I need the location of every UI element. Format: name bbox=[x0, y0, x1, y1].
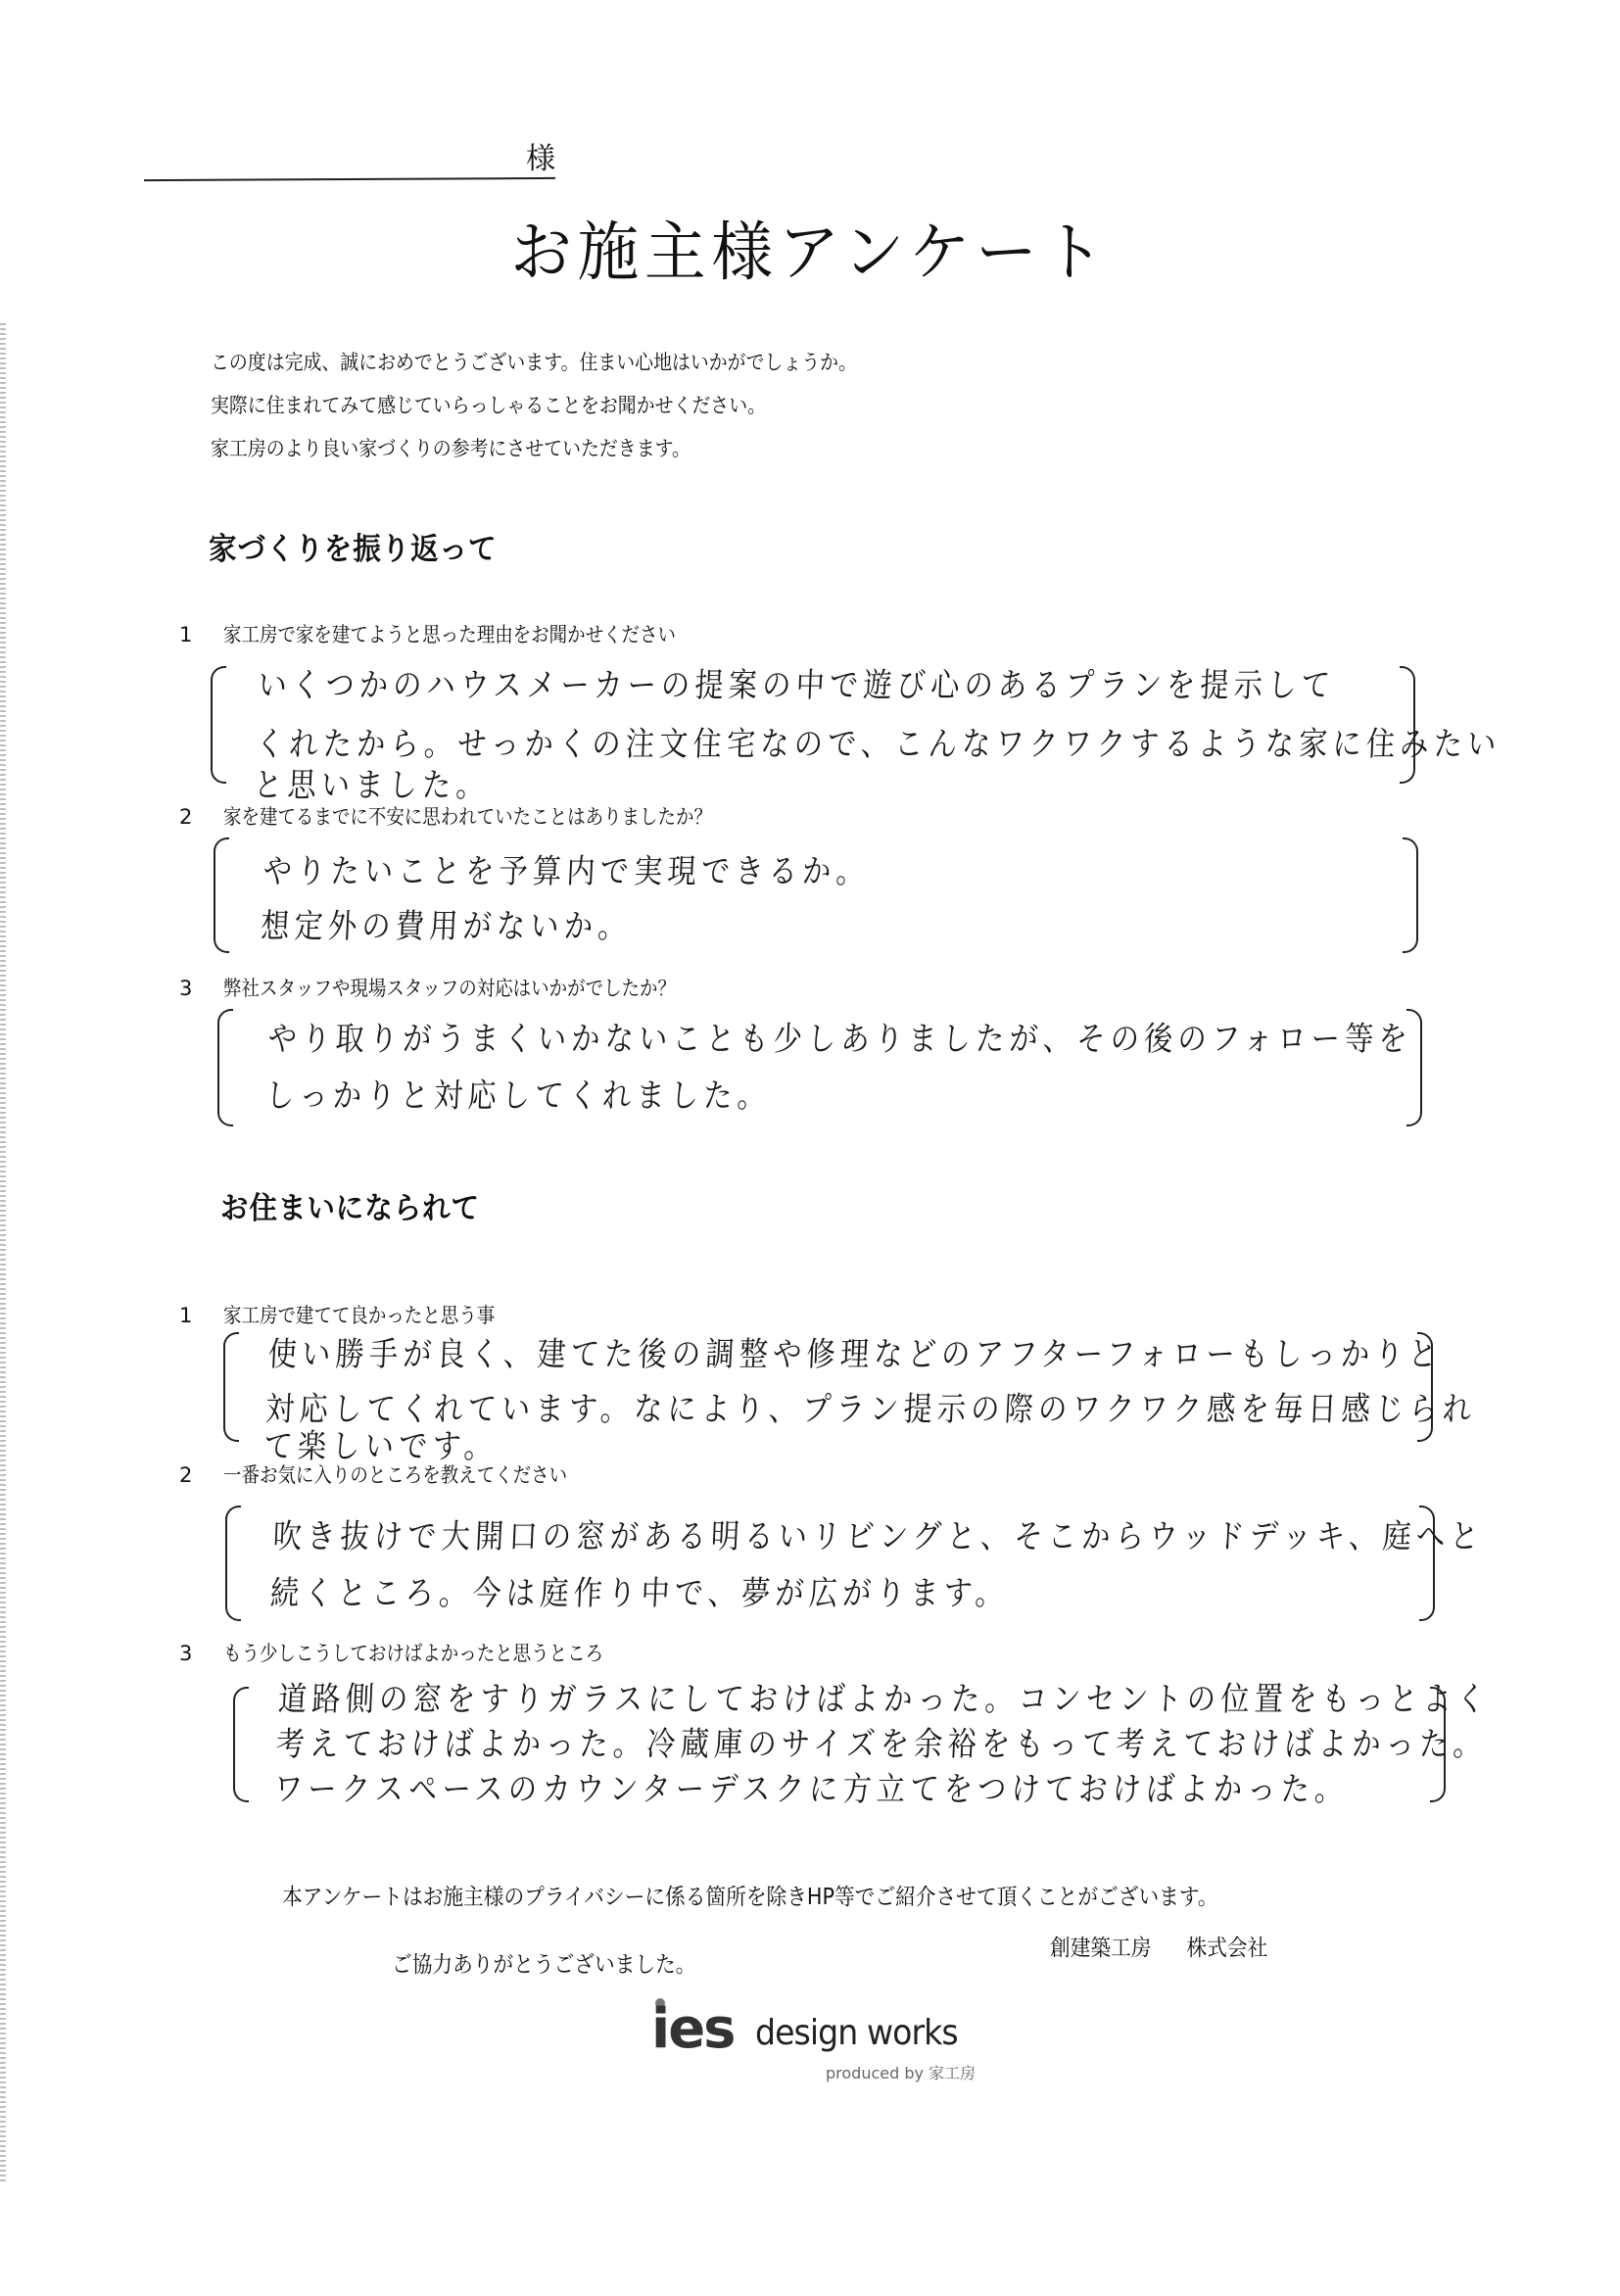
bracket-left bbox=[211, 666, 226, 784]
logo-mark: ies bbox=[651, 1997, 735, 2061]
answer-line: いくつかのハウスメーカーの提案の中で遊び心のあるプランを提示して bbox=[257, 666, 1336, 705]
logo-tagline: produced by 家工房 bbox=[826, 2064, 977, 2082]
company-name-text: 創建築工房 bbox=[1050, 1936, 1152, 1961]
question-number: 1 bbox=[179, 1304, 193, 1327]
question-item bbox=[179, 801, 779, 831]
addressee-underline bbox=[144, 177, 555, 181]
question-item bbox=[179, 1459, 614, 1489]
handwritten-answer bbox=[253, 656, 1505, 815]
question-text: 家を建てるまでに不安に思われていたことはありましたか？ bbox=[223, 805, 712, 829]
bracket-left bbox=[233, 1687, 249, 1802]
answer-line: 考えておけばよかった。冷蔵庫のサイズを余裕をもって考えておけばよかった。 bbox=[274, 1725, 1488, 1764]
bracket-left bbox=[217, 1009, 233, 1126]
company-name bbox=[1050, 1930, 1267, 1962]
section-heading-living: お住まいになられて bbox=[220, 1191, 480, 1226]
thanks-text: ご協力ありがとうございました。 bbox=[392, 1952, 696, 1978]
answer-line: やりたいことを予算内で実現できるか。 bbox=[262, 852, 871, 891]
scan-edge-artifact bbox=[0, 323, 6, 2184]
handwritten-answer bbox=[273, 1677, 1492, 1812]
answer-line: 道路側の窓をすりガラスにしておけばよかった。コンセントの位置をもっとよく bbox=[277, 1680, 1492, 1719]
bracket-left bbox=[223, 1332, 239, 1442]
question-number: 1 bbox=[179, 623, 193, 646]
answer-line: しっかりと対応してくれました。 bbox=[264, 1076, 772, 1116]
question-number: 2 bbox=[179, 805, 193, 829]
addressee-field bbox=[144, 137, 555, 180]
company-type-text: 株式会社 bbox=[1186, 1936, 1268, 1961]
answer-line: 続くところ。今は庭作り中で、夢が広がります。 bbox=[269, 1574, 1010, 1613]
question-item bbox=[179, 973, 738, 1002]
intro-line: この度は完成、誠におめでとうございます。住まい心地はいかがでしょうか。 bbox=[211, 351, 857, 374]
answer-line: 吹き抜けで大開口の窓がある明るいリビングと、そこからウッドデッキ、庭へと bbox=[271, 1517, 1485, 1556]
section-heading-looking-back: 家づくりを振り返って bbox=[209, 532, 498, 567]
question-number: 2 bbox=[179, 1463, 193, 1487]
handwritten-answer bbox=[260, 844, 871, 954]
question-text: もう少しこうしておけばよかったと思うところ bbox=[223, 1642, 604, 1665]
answer-line: と思いました。 bbox=[253, 766, 491, 805]
handwritten-answer bbox=[262, 1327, 1480, 1474]
question-item bbox=[179, 1638, 655, 1667]
intro-text bbox=[211, 345, 929, 474]
question-text: 弊社スタッフや現場スタッフの対応はいかがでしたか？ bbox=[223, 977, 676, 1000]
bracket-left bbox=[225, 1506, 241, 1621]
question-text: 家工房で建てて良かったと思う事 bbox=[223, 1304, 496, 1327]
privacy-note: 本アンケートはお施主様のプライバシーに係る箇所を除きHP等でご紹介させて頂くことがございます。 bbox=[282, 1885, 1218, 1910]
handwritten-answer bbox=[269, 1508, 1485, 1622]
logo-wordmark: design works bbox=[755, 2013, 958, 2053]
question-number: 3 bbox=[179, 977, 193, 1000]
answer-line: ワークスペースのカウンターデスクに方立てをつけておけばよかった。 bbox=[272, 1770, 1350, 1809]
addressee-suffix: 様 bbox=[526, 142, 555, 176]
answer-line: て楽しいです。 bbox=[262, 1427, 499, 1466]
answer-line: 使い勝手が良く、建てた後の調整や修理などのアフターフォローもしっかりと bbox=[266, 1335, 1444, 1374]
answer-line: 対応してくれています。なにより、プラン提示の際のワクワク感を毎日感じられ bbox=[264, 1390, 1478, 1429]
handwritten-answer bbox=[264, 1011, 1413, 1124]
answer-line: やり取りがうまくいかないことも少しありましたが、その後のフォロー等を bbox=[266, 1020, 1413, 1059]
bracket-left bbox=[214, 837, 229, 953]
answer-line: 想定外の費用がないか。 bbox=[260, 907, 633, 946]
question-text: 一番お気に入りのところを教えてください bbox=[223, 1463, 568, 1487]
answer-line: くれたから。せっかくの注文住宅なので、こんなワクワクするような家に住みたい bbox=[255, 725, 1502, 764]
ies-design-works-logo bbox=[651, 1998, 1043, 2106]
question-number: 3 bbox=[179, 1642, 193, 1665]
question-item bbox=[179, 1300, 532, 1329]
page-title: お施主様アンケート bbox=[510, 215, 1110, 290]
intro-line: 家工房のより良い家づくりの参考にさせていただきます。 bbox=[211, 437, 691, 460]
question-item bbox=[179, 619, 738, 648]
bracket-right bbox=[1403, 837, 1418, 953]
question-text: 家工房で家を建てようと思った理由をお聞かせください bbox=[223, 623, 676, 646]
intro-line: 実際に住まれてみて感じていらっしゃることをお聞かせください。 bbox=[211, 394, 766, 417]
